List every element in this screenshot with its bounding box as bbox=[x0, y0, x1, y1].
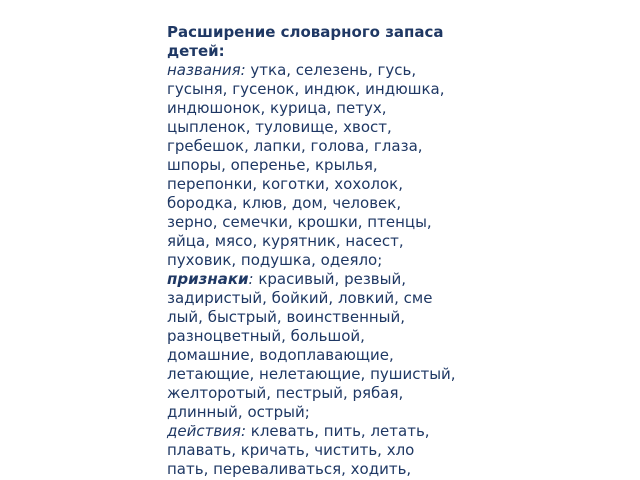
names-line: яйца, мясо, курятник, насест, bbox=[167, 232, 404, 250]
features-section bbox=[167, 270, 487, 422]
actions-section bbox=[167, 422, 487, 479]
names-line: зерно, семечки, крошки, птенцы, bbox=[167, 213, 432, 231]
features-line: разноцветный, большой, bbox=[167, 327, 365, 345]
names-section bbox=[167, 61, 487, 270]
names-label: названия: bbox=[167, 61, 246, 79]
names-line: пуховик, подушка, одеяло; bbox=[167, 251, 383, 269]
features-first-text: красивый, резвый, bbox=[253, 270, 407, 288]
actions-first-text: клевать, пить, летать, bbox=[246, 422, 430, 440]
actions-label: действия: bbox=[167, 422, 246, 440]
names-line: гребешок, лапки, голова, глаза, bbox=[167, 137, 423, 155]
title-line: Расширение словарного запаса bbox=[167, 23, 444, 41]
names-line: шпоры, оперенье, крылья, bbox=[167, 156, 378, 174]
names-line: индюшонок, курица, петух, bbox=[167, 99, 387, 117]
features-line: длинный, острый; bbox=[167, 403, 310, 421]
features-line: домашние, водоплавающие, bbox=[167, 346, 394, 364]
names-first-text: утка, селезень, гусь, bbox=[245, 61, 417, 79]
features-line: лый, быстрый, воинственный, bbox=[167, 308, 406, 326]
names-line: перепонки, коготки, хохолок, bbox=[167, 175, 404, 193]
actions-line: плавать, кричать, чистить, хло bbox=[167, 441, 415, 459]
features-label-colon: : bbox=[248, 270, 254, 288]
title-line: детей: bbox=[167, 42, 225, 60]
actions-first-line bbox=[167, 422, 487, 441]
actions-line: пать, переваливаться, ходить, bbox=[167, 460, 412, 478]
features-line: летающие, нелетающие, пушистый, bbox=[167, 365, 456, 383]
names-first-line bbox=[167, 61, 487, 80]
features-line: задиристый, бойкий, ловкий, сме bbox=[167, 289, 433, 307]
document-title bbox=[167, 23, 487, 61]
names-line: бородка, клюв, дом, человек, bbox=[167, 194, 402, 212]
features-line: желторотый, пестрый, рябая, bbox=[167, 384, 404, 402]
document-text bbox=[167, 23, 487, 479]
features-label: признаки bbox=[167, 270, 249, 288]
features-first-line bbox=[167, 270, 487, 289]
names-line: цыпленок, туловище, хвост, bbox=[167, 118, 392, 136]
names-line: гусыня, гусенок, индюк, индюшка, bbox=[167, 80, 445, 98]
